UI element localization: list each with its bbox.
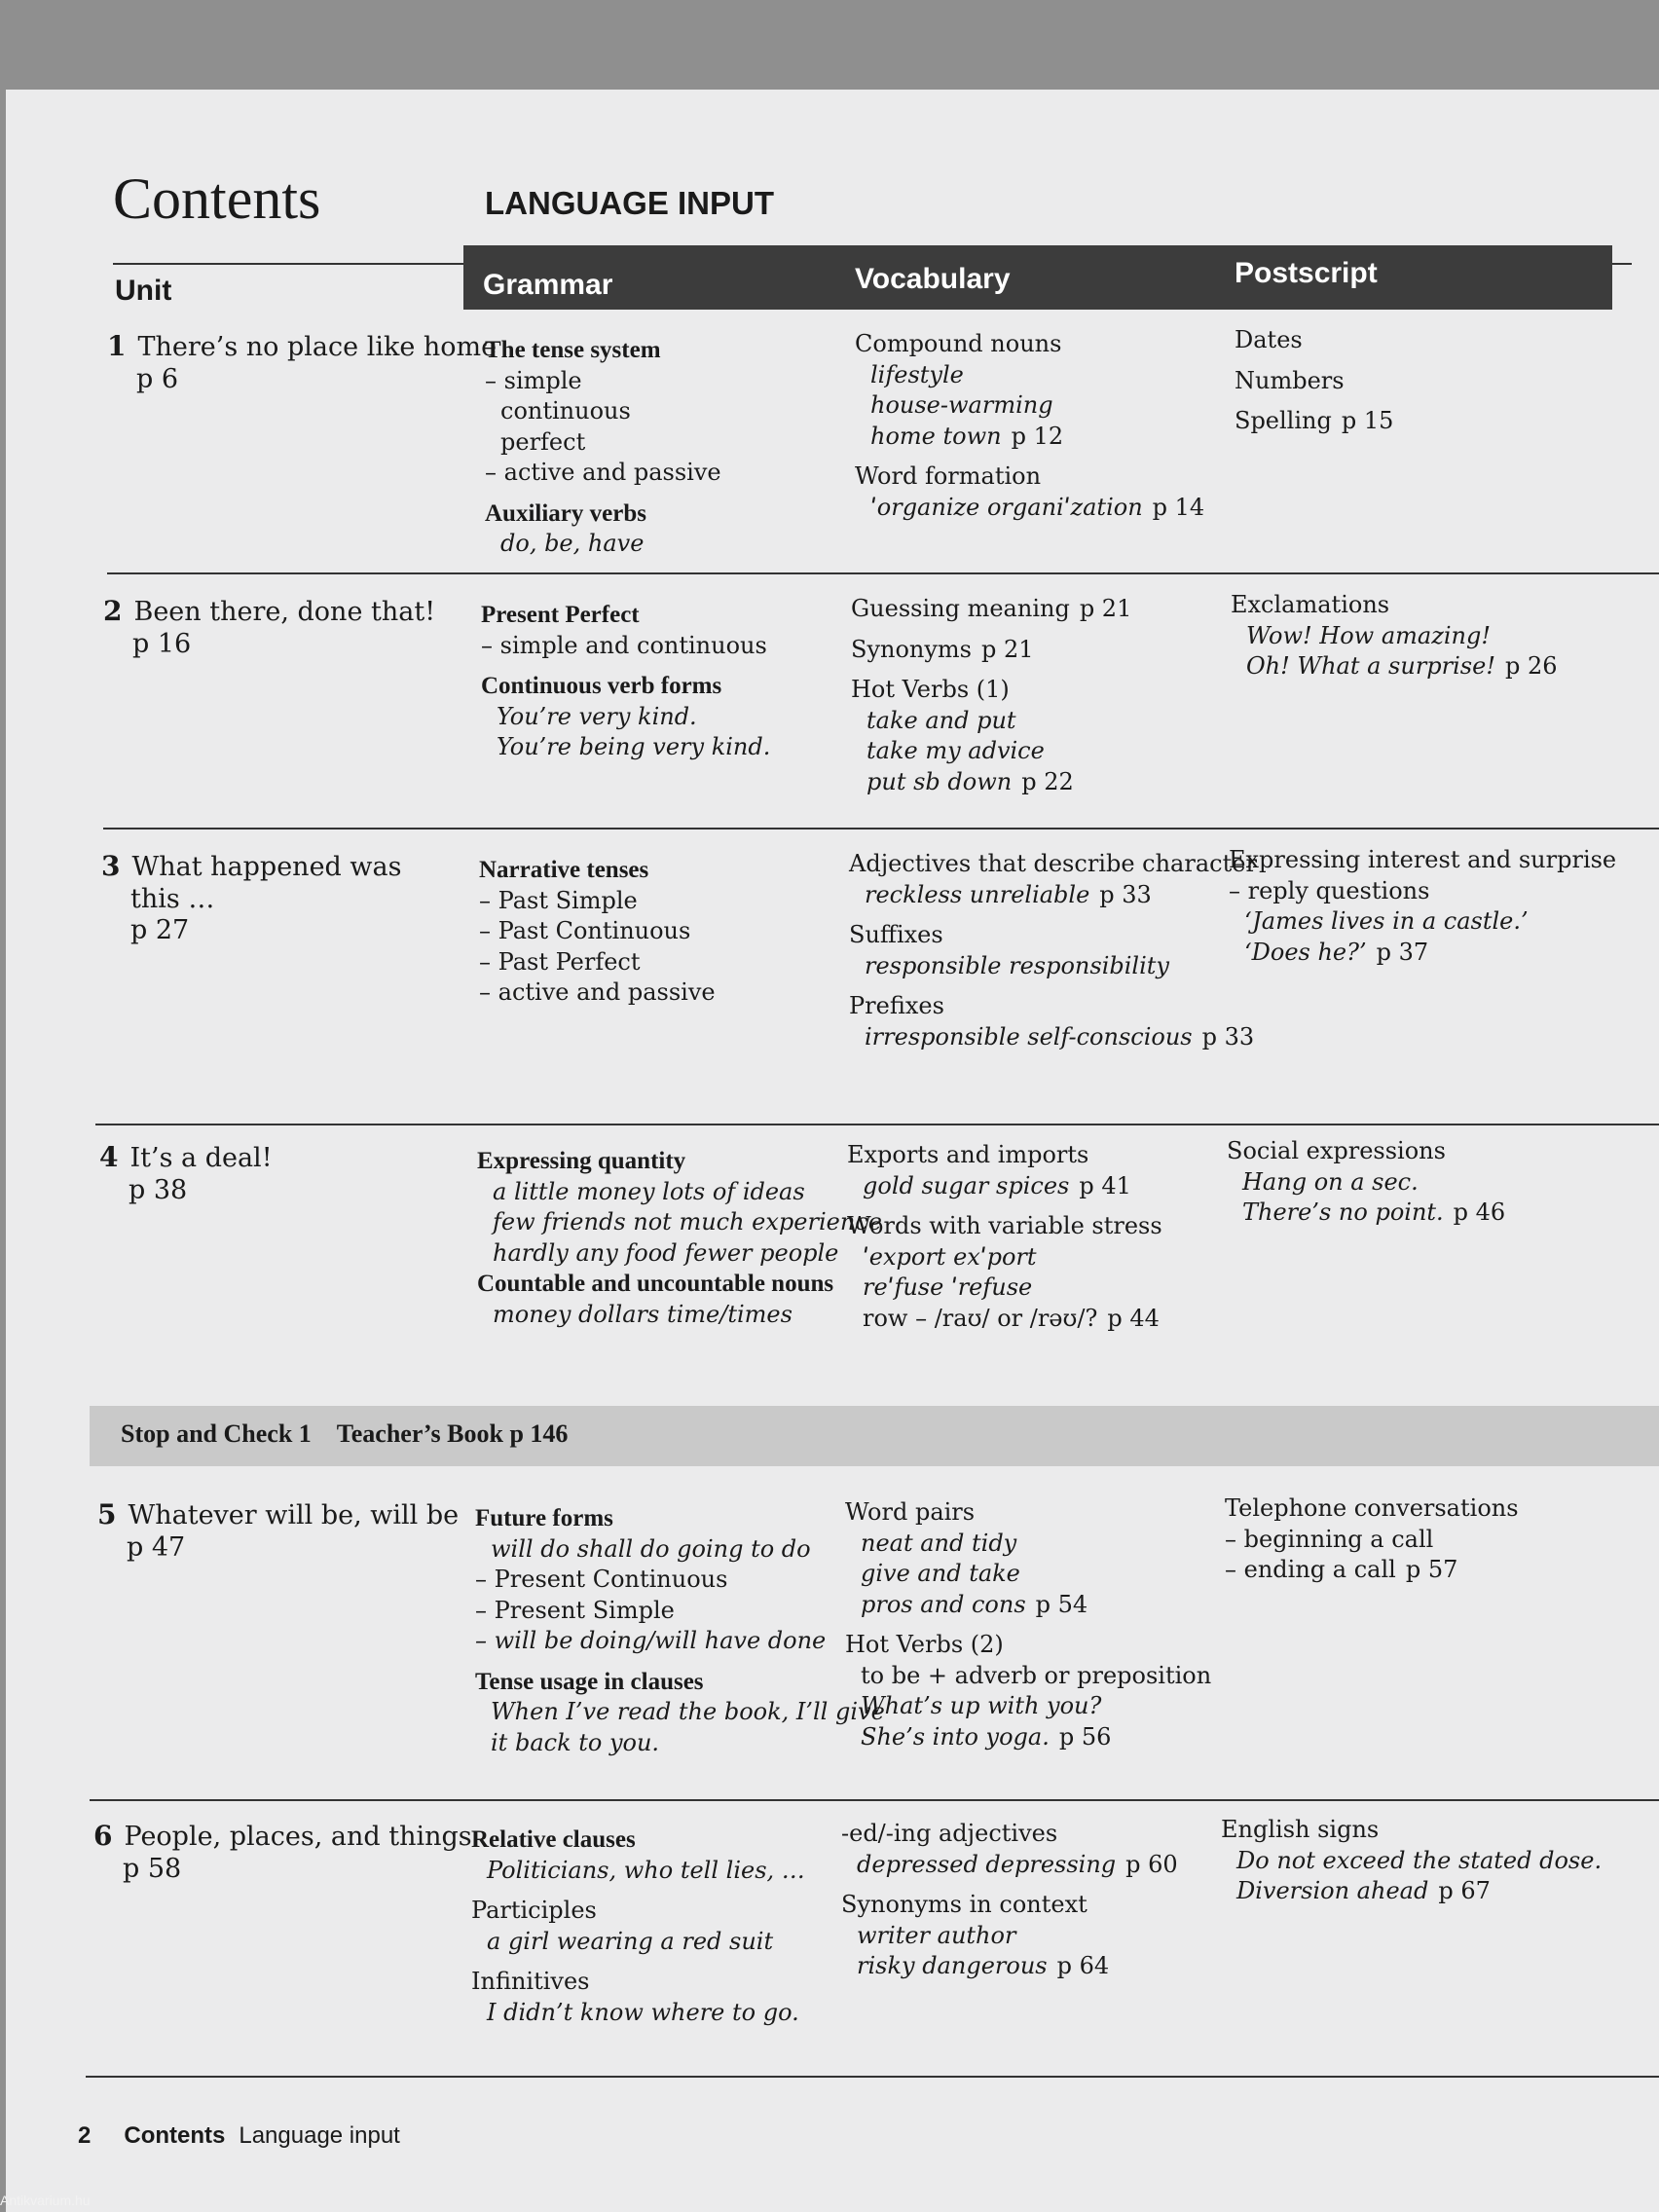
vocabulary-text: Guessing meaning: [851, 595, 1070, 622]
grammar-text: Future forms: [475, 1505, 613, 1531]
vocabulary-line: [849, 1022, 1257, 1053]
postscript-text: Telephone conversations: [1225, 1494, 1519, 1522]
grammar-line: [479, 947, 716, 978]
grammar-cell: [477, 1146, 882, 1330]
grammar-text: Continuous verb forms: [481, 673, 722, 699]
grammar-line: [475, 1503, 885, 1534]
page-ref: p 14: [1152, 493, 1205, 521]
vocabulary-text: writer author: [857, 1921, 1016, 1949]
vocabulary-line: [847, 1171, 1162, 1202]
grammar-text: Tense usage in clauses: [475, 1668, 704, 1695]
unit-number: 4: [99, 1141, 119, 1173]
vocabulary-cell: [847, 1140, 1162, 1334]
postscript-cell: [1227, 1136, 1505, 1229]
vocabulary-text: Hot Verbs (2): [845, 1631, 1004, 1658]
grammar-line: [475, 1728, 885, 1759]
page-ref: p 41: [1079, 1171, 1131, 1199]
row-separator: [103, 828, 1659, 830]
unit-number: 2: [103, 595, 123, 627]
grammar-line: [485, 427, 721, 459]
unit-number: 6: [93, 1820, 113, 1852]
postscript-text: Do not exceed the stated dose.: [1236, 1846, 1603, 1874]
postscript-text: Exclamations: [1231, 591, 1390, 618]
header-grammar: Grammar: [483, 269, 613, 301]
postscript-line: [1235, 366, 1393, 397]
unit-title: What happened was: [131, 852, 402, 882]
watermark: Antikvarium.hu: [0, 2193, 91, 2208]
grammar-line: [477, 1146, 882, 1177]
grammar-text: I didn’t know where to go.: [487, 1998, 799, 2026]
vocabulary-text: to be + adverb or preposition: [861, 1661, 1212, 1689]
header-bar: [463, 245, 1612, 310]
vocabulary-line: [847, 1211, 1162, 1242]
postscript-text: – beginning a call: [1225, 1525, 1434, 1553]
postscript-line: [1225, 1493, 1519, 1525]
grammar-text: Present Perfect: [481, 602, 640, 628]
grammar-line: [485, 498, 721, 530]
page-ref: p 15: [1341, 407, 1394, 434]
unit-title: There’s no place like home: [137, 332, 498, 362]
vocabulary-line: [855, 329, 1204, 360]
unit-number: 1: [107, 330, 127, 362]
vocabulary-text: Suffixes: [849, 921, 943, 948]
postscript-line: [1229, 906, 1616, 938]
row-separator: [95, 1124, 1659, 1125]
grammar-cell: [481, 600, 770, 763]
grammar-text: Relative clauses: [471, 1826, 636, 1853]
postscript-line: [1231, 621, 1558, 652]
grammar-text: money dollars time/times: [493, 1300, 793, 1328]
grammar-line: [471, 1998, 805, 2029]
grammar-text: – will be doing/will have done: [475, 1627, 827, 1654]
unit-number: 3: [101, 850, 121, 882]
vocabulary-text: depressed depressing: [857, 1850, 1117, 1878]
postscript-text: – reply questions: [1229, 876, 1430, 904]
page-ref: p 21: [981, 635, 1034, 663]
vocabulary-text: take my advice: [866, 737, 1045, 764]
grammar-text: few friends not much experience: [493, 1208, 882, 1235]
postscript-text: Diversion ahead: [1236, 1877, 1429, 1904]
vocabulary-cell: [845, 1497, 1211, 1752]
grammar-text: a little money lots of ideas: [493, 1177, 805, 1205]
grammar-text: – Past Continuous: [479, 917, 691, 944]
grammar-text: – Past Perfect: [479, 947, 641, 976]
page-footer: [78, 2122, 400, 2150]
grammar-line: [479, 916, 716, 947]
vocabulary-line: [841, 1819, 1178, 1850]
header-vocabulary: Vocabulary: [855, 263, 1011, 295]
unit-page: p 6: [136, 363, 179, 394]
grammar-line: [485, 366, 721, 397]
vocabulary-text: Words with variable stress: [847, 1212, 1162, 1239]
vocabulary-line: [845, 1559, 1211, 1590]
grammar-cell: [471, 1825, 805, 2028]
grammar-text: do, be, have: [500, 530, 645, 557]
row-separator: [86, 2076, 1659, 2078]
vocabulary-text: Hot Verbs (1): [851, 676, 1010, 703]
unit-title: It’s a deal!: [129, 1143, 273, 1173]
page-ref: p 44: [1107, 1304, 1160, 1332]
grammar-line: [479, 855, 716, 886]
vocabulary-text: She’s into yoga.: [861, 1722, 1050, 1751]
postscript-cell: [1221, 1815, 1602, 1907]
postscript-line: [1229, 876, 1616, 907]
grammar-text: When I’ve read the book, I’ll give: [491, 1698, 885, 1725]
vocabulary-text: responsible responsibility: [865, 951, 1169, 979]
unit-cell: [101, 851, 402, 946]
grammar-text: continuous: [500, 397, 631, 424]
page-ref: p 33: [1099, 880, 1152, 908]
vocabulary-line: [851, 635, 1131, 666]
vocabulary-line: [851, 706, 1131, 737]
vocabulary-text: reˈfuse ˈrefuse: [863, 1273, 1033, 1301]
vocabulary-line: [845, 1691, 1211, 1722]
grammar-cell: [479, 855, 716, 1009]
grammar-line: [485, 396, 721, 427]
postscript-line: [1221, 1815, 1602, 1846]
grammar-line: [475, 1534, 885, 1566]
vocabulary-text: Adjectives that describe character: [849, 850, 1257, 877]
grammar-text: Infinitives: [471, 1968, 590, 1995]
grammar-text: it back to you.: [491, 1728, 660, 1756]
vocabulary-line: [855, 422, 1204, 453]
grammar-text: will do shall do going to do: [491, 1534, 811, 1563]
vocabulary-text: Word pairs: [845, 1498, 976, 1526]
page-ref: p 56: [1058, 1722, 1112, 1751]
grammar-text: – simple and continuous: [481, 631, 767, 659]
postscript-text: Spelling: [1235, 407, 1332, 434]
unit-cell: [99, 1142, 273, 1205]
page-ref: p 12: [1011, 422, 1064, 450]
vocabulary-line: [849, 920, 1257, 951]
grammar-line: [481, 631, 770, 662]
vocabulary-line: [845, 1497, 1211, 1529]
grammar-text: – Present Simple: [475, 1596, 675, 1624]
postscript-line: [1231, 651, 1558, 682]
stop-and-check-text: [121, 1419, 568, 1449]
vocabulary-text: give and take: [861, 1560, 1020, 1587]
grammar-text: You’re very kind.: [497, 702, 697, 730]
postscript-line: [1225, 1555, 1519, 1586]
vocabulary-line: [855, 360, 1204, 391]
vocabulary-line: [841, 1850, 1178, 1881]
postscript-text: Oh! What a surprise!: [1246, 652, 1495, 680]
vocabulary-line: [855, 390, 1204, 422]
vocabulary-text: neat and tidy: [861, 1529, 1017, 1557]
vocabulary-text: Exports and imports: [847, 1141, 1089, 1168]
unit-title: this …: [130, 883, 215, 914]
page-ref: p 26: [1504, 652, 1558, 680]
unit-page: p 16: [132, 628, 192, 659]
vocabulary-line: [841, 1921, 1178, 1952]
vocabulary-line: [851, 767, 1131, 798]
postscript-line: [1229, 938, 1616, 969]
vocabulary-text: gold sugar spices: [863, 1171, 1070, 1199]
grammar-line: [477, 1207, 882, 1238]
grammar-line: [475, 1565, 885, 1596]
grammar-line: [475, 1626, 885, 1657]
page-subtitle: LANGUAGE INPUT: [485, 185, 774, 221]
postscript-line: [1235, 406, 1393, 437]
grammar-line: [481, 671, 770, 702]
vocabulary-line: [851, 594, 1131, 625]
vocabulary-line: [849, 951, 1257, 982]
page-ref: p 57: [1405, 1556, 1458, 1583]
vocabulary-cell: [851, 594, 1131, 797]
footer-page-number: 2: [78, 2122, 92, 2149]
vocabulary-line: [851, 736, 1131, 767]
postscript-text: There’s no point.: [1242, 1198, 1444, 1226]
header-postscript: Postscript: [1235, 257, 1378, 289]
postscript-line: [1231, 590, 1558, 621]
vocabulary-line: [847, 1242, 1162, 1273]
vocabulary-line: [841, 1890, 1178, 1921]
unit-cell: [103, 596, 435, 659]
postscript-text: ‘Does he?’: [1244, 938, 1367, 966]
vocabulary-text: irresponsible self-conscious: [865, 1022, 1193, 1051]
grammar-cell: [475, 1503, 885, 1758]
postscript-line: [1227, 1198, 1505, 1229]
postscript-text: Wow! How amazing!: [1246, 621, 1492, 649]
page-ref: p 33: [1201, 1022, 1255, 1051]
vocabulary-text: row – /raʊ/ or /rəʊ/?: [863, 1304, 1098, 1332]
vocabulary-cell: [855, 329, 1204, 523]
unit-title: People, places, and things: [124, 1822, 472, 1852]
row-separator: [107, 572, 1659, 574]
unit-page: p 38: [129, 1174, 188, 1205]
grammar-line: [485, 335, 721, 366]
postscript-cell: [1231, 590, 1558, 682]
vocabulary-text: pros and cons: [861, 1590, 1026, 1618]
grammar-line: [481, 600, 770, 631]
page-ref: p 22: [1021, 767, 1074, 795]
unit-number: 5: [97, 1498, 117, 1530]
postscript-line: [1229, 845, 1616, 876]
postscript-line: [1227, 1167, 1505, 1198]
row-separator: [90, 1799, 1659, 1801]
grammar-text: Narrative tenses: [479, 857, 649, 883]
vocabulary-line: [845, 1661, 1211, 1692]
grammar-text: Participles: [471, 1897, 597, 1924]
vocabulary-text: take and put: [866, 706, 1016, 734]
grammar-line: [479, 886, 716, 917]
grammar-line: [477, 1300, 882, 1331]
page-ref: p 60: [1125, 1850, 1178, 1878]
page-ref: p 21: [1079, 595, 1132, 622]
grammar-text: perfect: [500, 427, 586, 456]
grammar-cell: [485, 335, 721, 560]
vocabulary-text: Word formation: [855, 462, 1042, 490]
postscript-text: Numbers: [1235, 366, 1345, 394]
grammar-line: [471, 1825, 805, 1856]
vocabulary-text: -ed/-ing adjectives: [841, 1820, 1058, 1847]
postscript-text: Dates: [1235, 326, 1303, 353]
grammar-line: [475, 1697, 885, 1728]
vocabulary-line: [849, 991, 1257, 1022]
page-ref: p 54: [1035, 1590, 1088, 1618]
vocabulary-line: [851, 675, 1131, 706]
grammar-text: – Present Continuous: [475, 1566, 728, 1593]
vocabulary-line: [849, 849, 1257, 880]
grammar-text: You’re being very kind.: [497, 733, 771, 760]
postscript-line: [1235, 325, 1393, 356]
vocabulary-line: [855, 461, 1204, 493]
grammar-text: Expressing quantity: [477, 1148, 686, 1174]
stop-and-check-ref: Teacher’s Book p 146: [336, 1419, 569, 1448]
page-ref: p 67: [1438, 1877, 1491, 1904]
vocabulary-text: house-warming: [870, 391, 1053, 419]
vocabulary-line: [855, 493, 1204, 524]
unit-cell: [93, 1821, 472, 1884]
postscript-text: Social expressions: [1227, 1137, 1446, 1164]
footer-section: Contents: [124, 2122, 226, 2149]
vocabulary-text: Synonyms in context: [841, 1891, 1088, 1918]
grammar-line: [481, 702, 770, 733]
vocabulary-text: ˈorganize organiˈzation: [870, 493, 1143, 521]
postscript-line: [1221, 1846, 1602, 1877]
postscript-text: Hang on a sec.: [1242, 1167, 1419, 1196]
page-ref: p 46: [1453, 1198, 1506, 1226]
postscript-line: [1225, 1525, 1519, 1556]
postscript-text: – ending a call: [1225, 1556, 1396, 1583]
stop-and-check-label: Stop and Check 1: [121, 1419, 312, 1448]
vocabulary-line: [845, 1630, 1211, 1661]
grammar-line: [471, 1927, 805, 1958]
grammar-text: – active and passive: [479, 978, 716, 1006]
grammar-line: [477, 1238, 882, 1270]
grammar-line: [475, 1667, 885, 1698]
book-page: [6, 90, 1659, 2212]
page-title: Contents: [113, 166, 321, 231]
grammar-text: – simple: [485, 366, 582, 394]
vocabulary-text: Prefixes: [849, 992, 944, 1019]
grammar-line: [479, 977, 716, 1009]
vocabulary-line: [841, 1951, 1178, 1982]
vocabulary-line: [847, 1304, 1162, 1335]
footer-subsection: Language input: [239, 2122, 400, 2149]
grammar-line: [471, 1856, 805, 1887]
vocabulary-cell: [849, 849, 1257, 1052]
vocabulary-line: [845, 1590, 1211, 1621]
grammar-line: [471, 1896, 805, 1927]
grammar-line: [477, 1177, 882, 1208]
grammar-text: – active and passive: [485, 459, 721, 486]
grammar-line: [471, 1967, 805, 1998]
grammar-text: Politicians, who tell lies, …: [487, 1856, 805, 1884]
grammar-text: hardly any food fewer people: [493, 1238, 839, 1267]
unit-page: p 58: [123, 1853, 182, 1884]
vocabulary-text: Synonyms: [851, 635, 972, 663]
unit-cell: [97, 1499, 459, 1563]
postscript-cell: [1225, 1493, 1519, 1586]
vocabulary-line: [847, 1272, 1162, 1304]
grammar-text: Countable and uncountable nouns: [477, 1271, 834, 1297]
postscript-text: Expressing interest and surprise: [1229, 846, 1617, 873]
vocabulary-text: lifestyle: [870, 360, 964, 388]
vocabulary-text: home town: [870, 422, 1002, 450]
grammar-line: [485, 458, 721, 489]
vocabulary-text: put sb down: [866, 767, 1013, 795]
unit-page: p 27: [130, 915, 190, 945]
vocabulary-line: [845, 1722, 1211, 1753]
postscript-cell: [1235, 325, 1393, 437]
grammar-text: a girl wearing a red suit: [487, 1927, 774, 1955]
vocabulary-line: [849, 880, 1257, 911]
unit-page: p 47: [127, 1531, 186, 1563]
postscript-text: English signs: [1221, 1816, 1380, 1843]
vocabulary-line: [847, 1140, 1162, 1171]
postscript-text: ‘James lives in a castle.’: [1244, 907, 1529, 935]
header-unit: Unit: [115, 275, 172, 307]
page-ref: p 37: [1376, 938, 1429, 966]
page-ref: p 64: [1056, 1952, 1110, 1979]
vocabulary-cell: [841, 1819, 1178, 1982]
grammar-text: The tense system: [485, 337, 661, 363]
vocabulary-text: What’s up with you?: [861, 1692, 1102, 1719]
grammar-line: [475, 1596, 885, 1627]
vocabulary-line: [845, 1529, 1211, 1560]
unit-title: Been there, done that!: [133, 597, 436, 627]
grammar-text: – Past Simple: [479, 886, 638, 914]
postscript-line: [1221, 1876, 1602, 1907]
grammar-text: Auxiliary verbs: [485, 499, 646, 527]
vocabulary-text: reckless unreliable: [865, 880, 1090, 908]
grammar-line: [481, 732, 770, 763]
grammar-line: [477, 1269, 882, 1300]
vocabulary-text: ˈexport exˈport: [863, 1242, 1037, 1271]
postscript-line: [1227, 1136, 1505, 1167]
grammar-line: [485, 529, 721, 560]
vocabulary-text: risky dangerous: [857, 1952, 1048, 1979]
vocabulary-text: Compound nouns: [855, 330, 1062, 357]
unit-title: Whatever will be, will be: [128, 1500, 460, 1530]
postscript-cell: [1229, 845, 1616, 968]
unit-cell: [107, 331, 497, 394]
